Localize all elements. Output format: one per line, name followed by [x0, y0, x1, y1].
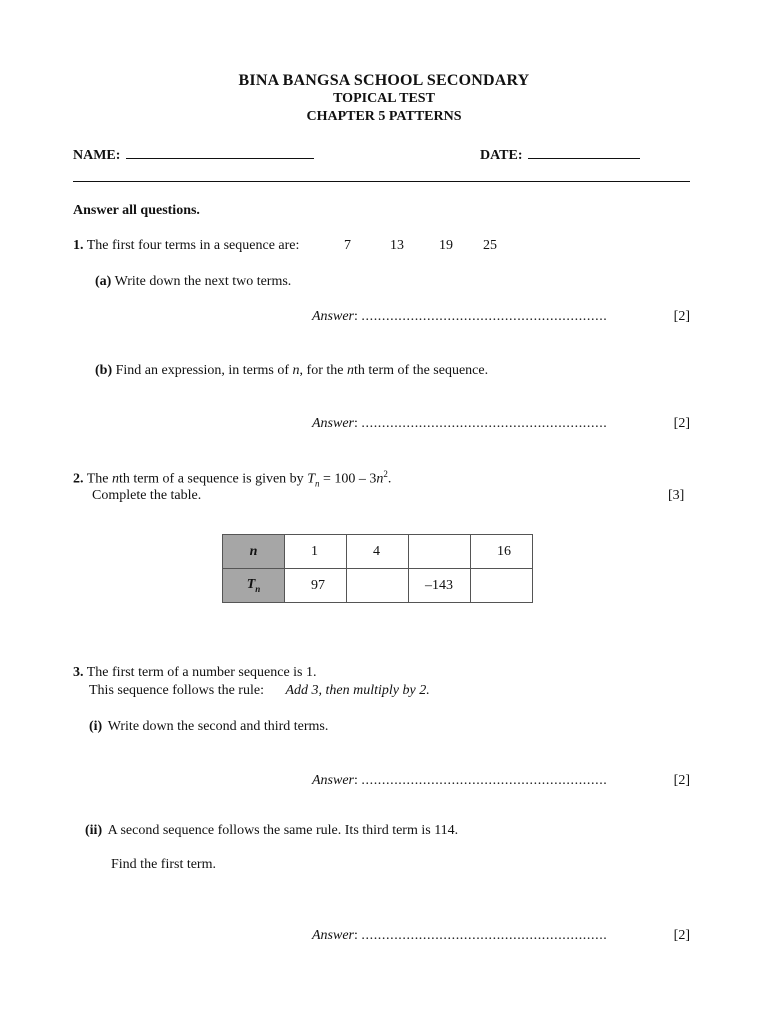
test-title: TOPICAL TEST — [333, 91, 435, 106]
table-cell: –143 — [409, 569, 471, 603]
q1b-marks: [2] — [673, 416, 690, 431]
answer-label: Answer — [312, 773, 354, 788]
header-divider — [73, 181, 690, 182]
table-row — [223, 535, 533, 569]
table-cell: 16 — [471, 535, 533, 569]
table-header-n: n — [223, 535, 285, 569]
q3i-marks: [2] — [673, 773, 690, 788]
q2-n2: n — [376, 471, 384, 487]
q1-text: The first four terms in a sequence are: — [86, 238, 300, 253]
name-field — [73, 146, 314, 164]
q3ii-text-2: Find the first term. — [111, 857, 216, 872]
q1-term-3: 19 — [439, 238, 453, 253]
q3-rule: Add 3, then multiply by 2. — [285, 683, 430, 698]
q2-instruction: Complete the table. — [92, 488, 202, 503]
answer-dots: ............................................................ — [361, 928, 608, 943]
q1b-n-1: n — [292, 363, 300, 378]
q3i-text: Write down the second and third terms. — [107, 719, 329, 734]
instructions: Answer all questions. — [73, 203, 200, 218]
name-line — [126, 146, 314, 159]
q1-stem — [73, 238, 299, 254]
q3ii-marks: [2] — [673, 928, 690, 943]
answer-label: Answer — [312, 309, 354, 324]
q1b-text-3: th term of the sequence. — [353, 363, 489, 378]
q2-text-1: The — [86, 471, 113, 487]
q2-stem — [73, 469, 391, 488]
q2-sup: 2 — [383, 469, 388, 479]
table-cell: 1 — [285, 535, 347, 569]
q3-rule-line — [89, 683, 430, 699]
table-cell[interactable] — [347, 569, 409, 603]
q3-stem — [73, 665, 317, 681]
q2-marks: [3] — [668, 488, 685, 503]
q1a-answer-line[interactable]: Answer: ............................................................ [2] — [312, 309, 690, 324]
answer-dots: ............................................................ — [361, 416, 608, 431]
q3-number: 3. — [73, 665, 84, 680]
answer-label: Answer — [312, 416, 354, 431]
q1b-label: (b) — [95, 363, 113, 378]
chapter-title: CHAPTER 5 PATTERNS — [306, 109, 462, 124]
q2-T-sub: n — [314, 478, 320, 489]
q3ii-label: (ii) — [85, 823, 103, 838]
table-row — [223, 569, 533, 603]
answer-label: Answer — [312, 928, 354, 943]
q3i-label: (i) — [89, 719, 103, 734]
table-cell[interactable] — [471, 569, 533, 603]
q1a-label: (a) — [95, 274, 112, 289]
q1-term-4: 25 — [483, 238, 497, 253]
q3ii-answer-line[interactable]: Answer: ............................................................ [2] — [312, 928, 690, 943]
q1a-text: Write down the next two terms. — [114, 274, 292, 289]
q3ii — [85, 823, 458, 839]
table-header-T: T — [246, 577, 256, 593]
q1b-text-1: Find an expression, in terms of — [115, 363, 293, 378]
q1b-n-2: n — [346, 363, 354, 378]
q1a-marks: [2] — [673, 309, 690, 324]
answer-dots: ............................................................ — [361, 309, 608, 324]
q2-n: n — [112, 471, 120, 487]
q1b — [95, 363, 488, 379]
table-header-Tn — [223, 569, 285, 603]
q2-table — [222, 534, 533, 603]
table-cell: 97 — [285, 569, 347, 603]
q3ii-text: A second sequence follows the same rule. Its third term is 114. — [107, 823, 459, 838]
q1-term-2: 13 — [390, 238, 404, 253]
date-field — [480, 146, 640, 164]
q2-text-4: . — [387, 471, 392, 487]
answer-dots: ............................................................ — [361, 773, 608, 788]
name-label: NAME: — [73, 148, 121, 163]
table-header-T-sub: n — [255, 583, 261, 594]
date-label: DATE: — [480, 148, 523, 163]
q3-line-1: The first term of a number sequence is 1. — [86, 665, 317, 680]
q1b-answer-line[interactable]: Answer: ............................................................ [2] — [312, 416, 690, 431]
q2-T: T — [307, 471, 315, 487]
table-cell: 4 — [347, 535, 409, 569]
q1b-text-2: , for the — [299, 363, 347, 378]
table-cell[interactable] — [409, 535, 471, 569]
q2-text-2: th term of a sequence is given by — [119, 471, 308, 487]
q3-line-2: This sequence follows the rule: — [89, 683, 264, 698]
q2-text-3: = 100 – 3 — [319, 471, 377, 487]
date-line — [528, 146, 640, 159]
q2-number: 2. — [73, 471, 84, 487]
q3i-answer-line[interactable]: Answer: ............................................................ [2] — [312, 773, 690, 788]
q1a — [95, 274, 291, 290]
school-title: BINA BANGSA SCHOOL SECONDARY — [238, 72, 530, 89]
q1-term-1: 7 — [344, 238, 351, 253]
q3i — [89, 719, 328, 735]
q1-number: 1. — [73, 238, 84, 253]
